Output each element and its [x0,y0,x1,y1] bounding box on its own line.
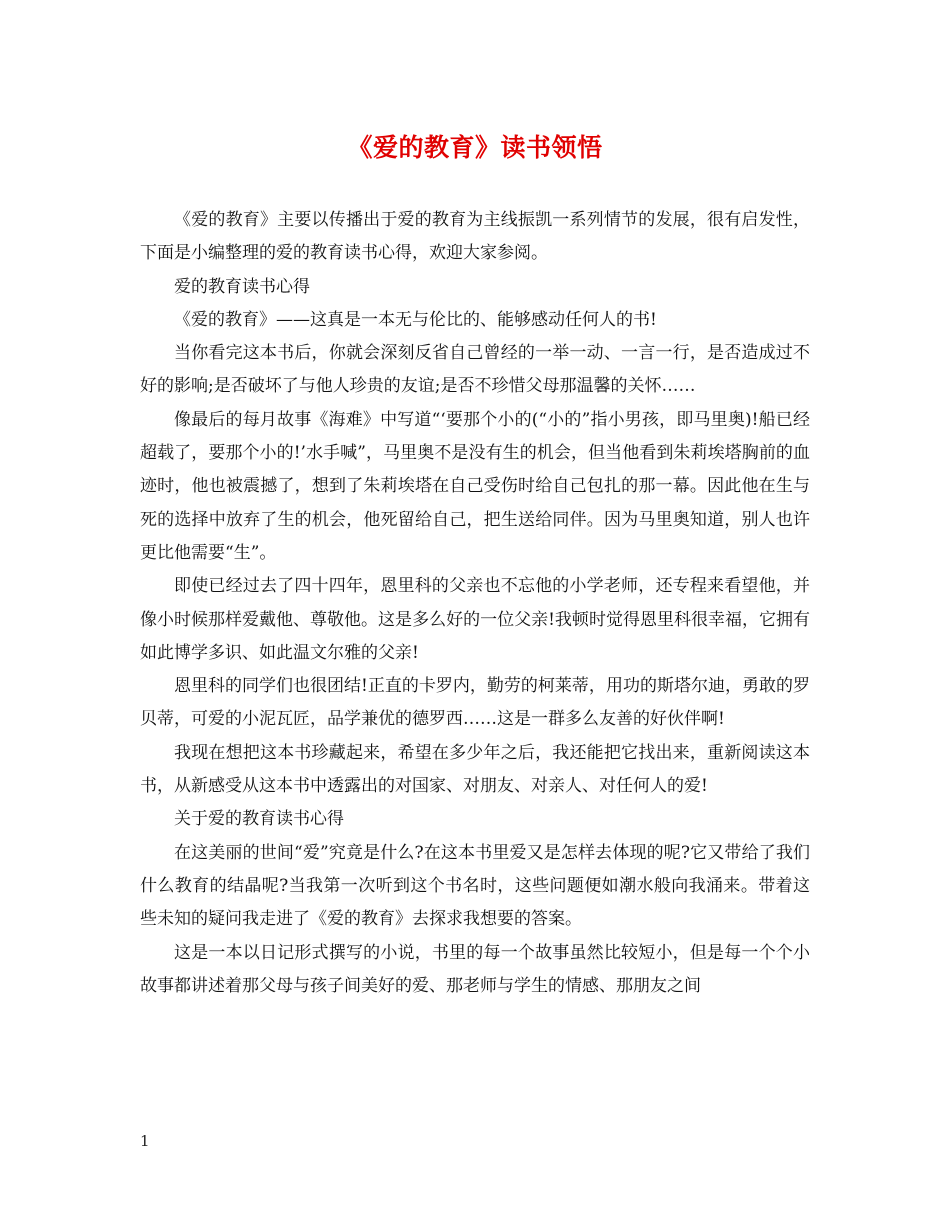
paragraph: 这是一本以日记形式撰写的小说，书里的每一个故事虽然比较短小，但是每一个个小故事都讲述着那父母与孩子间美好的爱、那老师与学生的情感、那朋友之间 [140,942,810,996]
paragraph: 我现在想把这本书珍藏起来，希望在多少年之后，我还能把它找出来，重新阅读这本书，从新感受从这本书中透露出的对国家、对朋友、对亲人、对任何人的爱! [140,742,810,797]
document-title: 《爱的教育》读书领悟 [347,133,603,162]
paragraph-intro: 《爱的教育》主要以传播出于爱的教育为主线振凯一系列情节的发展，很有启发性，下面是小编整理的爱的教育读书心得，欢迎大家参阅。 [140,210,810,264]
paragraph: 在这美丽的世间“爱”究竟是什么?在这本书里爱又是怎样去体现的呢?它又带给了我们什么教育的结晶呢?当我第一次听到这个书名时，这些问题便如潮水般向我涌来。带着这些未知的疑问我走进了《爱的教育》去探求我想要的答案。 [140,842,810,930]
paragraph: 当你看完这本书后，你就会深刻反省自己曾经的一举一动、一言一行，是否造成过不好的影响;是否破坏了与他人珍贵的友谊;是否不珍惜父母那温馨的关怀…… [140,343,810,397]
section-heading: 关于爱的教育读书心得 [174,809,344,830]
paragraph: 《爱的教育》——这真是一本无与伦比的、能够感动任何人的书! [174,309,657,330]
section-heading: 爱的教育读书心得 [174,276,310,297]
paragraph: 像最后的每月故事《海难》中写道“‘要那个小的(“小的”指小男孩，即马里奥)!船已经超载了，要那个小的!’水手喊”，马里奥不是没有生的机会，但当他看到朱莉埃塔胸前的血迹时，他也被震撼了，想到了朱莉埃塔在自己受伤时给自己包扎的那一幕。因此他在生与死的选择中放弃了生的机会，他死留给自己，把生送给同伴。因为马里奥知道，别人也许更比他需要“生”。 [140,409,810,563]
page-number: 1 [140,1132,150,1150]
paragraph: 恩里科的同学们也很团结!正直的卡罗内，勤劳的柯莱蒂，用功的斯塔尔迪，勇敢的罗贝蒂，可爱的小泥瓦匠，品学兼优的德罗西……这是一群多么友善的好伙伴啊! [140,676,810,730]
document-body [140,204,810,1003]
paragraph: 即使已经过去了四十四年，恩里科的父亲也不忘他的小学老师，还专程来看望他，并像小时候那样爱戴他、尊敬他。这是多么好的一位父亲!我顿时觉得恩里科很幸福，它拥有如此博学多识、如此温文尔雅的父亲! [140,576,810,663]
